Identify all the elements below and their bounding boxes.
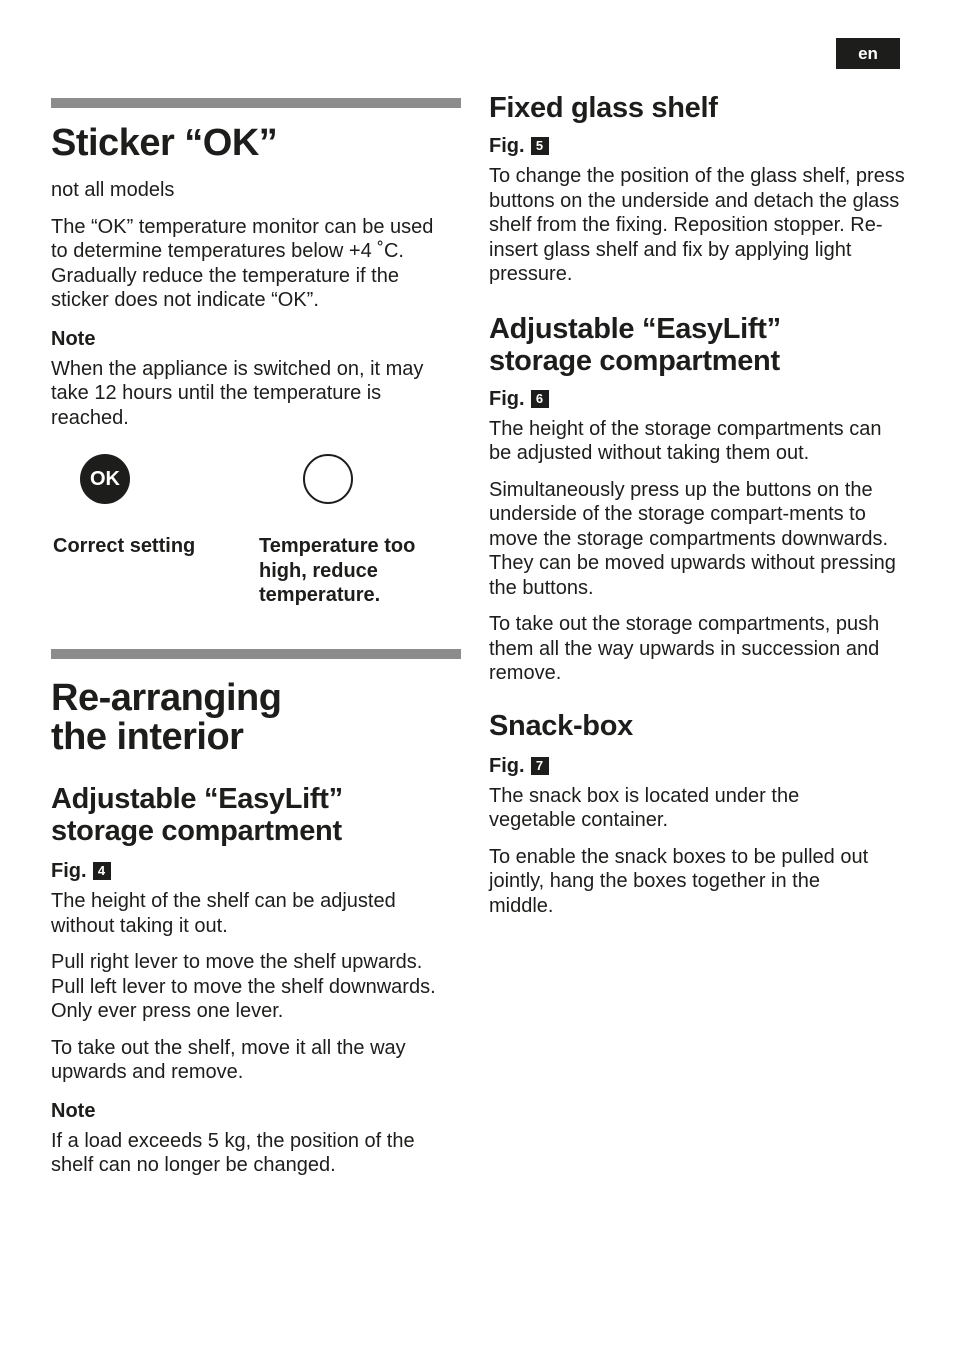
note-label: Note: [51, 1099, 96, 1122]
easylift-shelf-p1: The height of the shelf can be adjusted without taking it out.: [51, 890, 396, 937]
fig-label: Fig.: [489, 387, 525, 410]
sticker-body: The “OK” temperature monitor can be used to determine temperatures below +4 ˚C. Gradually reduce the temperature if the sticker does not indicate “OK”.: [51, 215, 434, 311]
snack-box-heading: Snack-box: [489, 709, 633, 742]
easylift-compartment-p2: Simultaneously press up the buttons on the underside of the storage compart-ments to move the storage compartments downwards. They can be moved upwards without pressing the buttons.: [489, 478, 896, 599]
snack-box-p1: The snack box is located under the vegetable container.: [489, 784, 800, 831]
figure-reference-5: [489, 134, 909, 158]
load-note-text: If a load exceeds 5 kg, the position of the shelf can no longer be changed.: [51, 1129, 415, 1176]
easylift-compartment-p3: To take out the storage compartments, push them all the way upwards in succession and remove.: [489, 613, 880, 684]
figure-reference-4: [51, 859, 461, 883]
ok-sticker-icon: OK: [80, 454, 130, 504]
fig-label: Fig.: [489, 135, 525, 157]
snack-box-p2: To enable the snack boxes to be pulled out jointly, hang the boxes together in the middle.: [489, 845, 869, 917]
section-rule: [51, 98, 461, 108]
fig-number-badge: 5: [531, 137, 549, 155]
easylift-shelf-heading-line2: storage compartment: [51, 815, 342, 847]
sticker-illustrations: [51, 454, 461, 634]
section-rule: [51, 649, 461, 659]
fig-label: Fig.: [51, 860, 87, 882]
note-label: Note: [51, 327, 96, 350]
rearranging-title-line1: Re-arranging: [51, 677, 282, 719]
note-text: When the appliance is switched on, it may take 12 hours until the temperature is reached.: [51, 357, 424, 429]
easylift-compartment-heading-line1: Adjustable “EasyLift”: [489, 312, 781, 345]
rearranging-section: [51, 649, 461, 1190]
rearranging-title-line2: the interior: [51, 716, 244, 758]
figure-reference-6: [489, 387, 909, 411]
right-column: [489, 88, 909, 930]
fig-number-badge: 6: [531, 390, 549, 408]
blank-sticker-icon: [303, 454, 353, 504]
easylift-shelf-p3: To take out the shelf, move it all the way upwards and remove.: [51, 1036, 406, 1083]
sticker-title: Sticker “OK”: [51, 122, 278, 164]
language-tag: en: [836, 38, 900, 69]
caption-correct-setting: Correct setting: [53, 535, 196, 557]
sticker-subtitle: not all models: [51, 179, 175, 201]
figure-reference-7: [489, 754, 909, 778]
fig-number-badge: 4: [93, 862, 111, 880]
sticker-section: [51, 98, 461, 634]
fig-label: Fig.: [489, 754, 525, 777]
fig-number-badge: 7: [531, 757, 549, 775]
easylift-shelf-p2: Pull right lever to move the shelf upwards. Pull left lever to move the shelf downwards. Only ever press one lever.: [51, 951, 436, 1022]
easylift-compartment-p1: The height of the storage compartments can be adjusted without taking them out.: [489, 417, 882, 464]
fixed-glass-heading: Fixed glass shelf: [489, 92, 718, 124]
caption-temperature-high: Temperature too high, reduce temperature.: [259, 535, 416, 606]
easylift-shelf-heading-line1: Adjustable “EasyLift”: [51, 783, 343, 815]
easylift-compartment-heading-line2: storage compartment: [489, 344, 780, 377]
fixed-glass-p1: To change the position of the glass shelf, press buttons on the underside and detach the glass shelf from the fixing. Reposition stopper. Re-insert glass shelf and fix by applying light pressure.: [489, 165, 905, 285]
